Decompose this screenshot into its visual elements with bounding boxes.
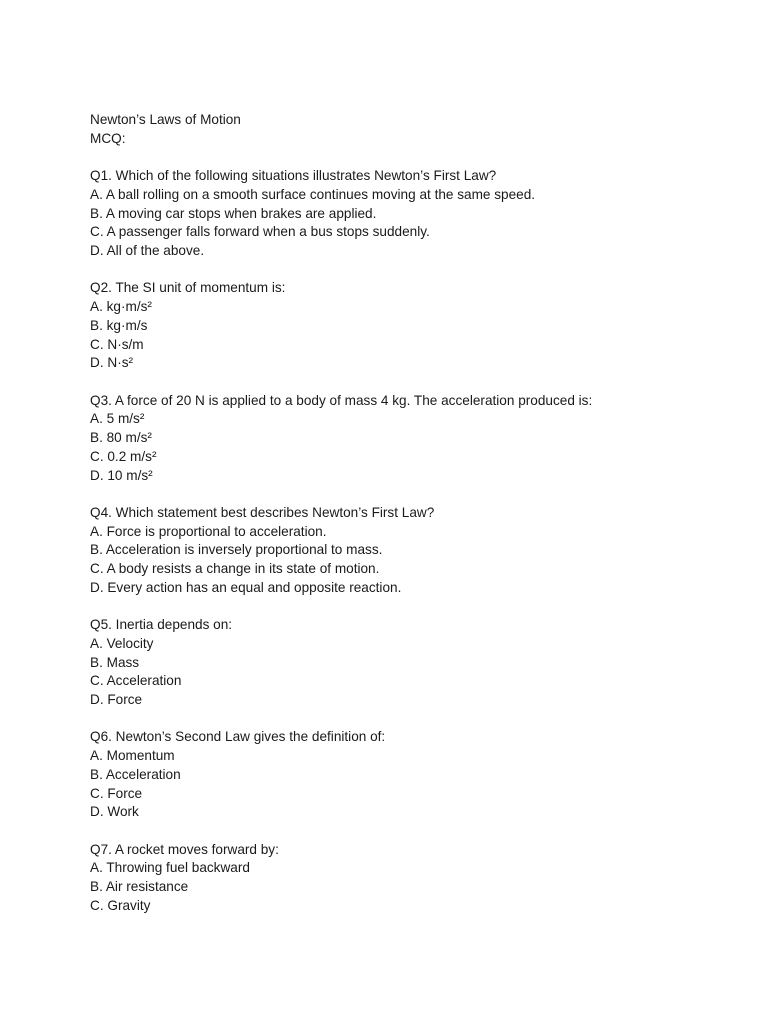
question-block <box>90 616 750 710</box>
answer-option: D. Work <box>90 804 139 820</box>
question-list <box>90 167 750 916</box>
answer-option: C. 0.2 m/s² <box>90 448 157 464</box>
answer-option: D. N·s² <box>90 355 134 371</box>
answer-option: A. 5 m/s² <box>90 411 145 427</box>
answer-option: B. kg·m/s <box>90 317 148 333</box>
document-header <box>90 111 750 149</box>
answer-option: B. Air resistance <box>90 879 189 894</box>
answer-option: C. Force <box>90 785 143 801</box>
answer-option: A. Throwing fuel backward <box>90 860 250 876</box>
answer-option: B. A moving car stops when brakes are applied. <box>90 205 377 221</box>
answer-option: C. Gravity <box>90 897 151 913</box>
answer-option: A. A ball rolling on a smooth surface continues moving at the same speed. <box>90 186 536 202</box>
question-block <box>90 728 750 822</box>
question-block <box>90 167 750 261</box>
document-subtitle: MCQ: <box>90 130 126 146</box>
question-block <box>90 504 750 598</box>
question-prompt: Q5. Inertia depends on: <box>90 617 233 632</box>
question-prompt: Q3. A force of 20 N is applied to a body of mass 4 kg. The acceleration produced is: <box>90 392 593 408</box>
question-block <box>90 841 750 916</box>
answer-option: C. A passenger falls forward when a bus stops suddenly. <box>90 224 430 240</box>
answer-option: C. Acceleration <box>90 673 182 689</box>
answer-option: B. Mass <box>90 654 140 670</box>
question-prompt: Q7. A rocket moves forward by: <box>90 841 279 857</box>
document-title: Newton’s Laws of Motion <box>90 112 241 127</box>
answer-option: A. Momentum <box>90 748 175 763</box>
question-prompt: Q2. The SI unit of momentum is: <box>90 280 286 296</box>
answer-option: A. Velocity <box>90 635 154 651</box>
answer-option: C. A body resists a change in its state of motion. <box>90 561 380 576</box>
document-page <box>90 111 750 934</box>
question-block <box>90 279 750 373</box>
answer-option: B. Acceleration <box>90 766 181 782</box>
question-prompt: Q1. Which of the following situations illustrates Newton’s First Law? <box>90 168 497 183</box>
question-prompt: Q4. Which statement best describes Newton’s First Law? <box>90 504 435 520</box>
question-block <box>90 392 750 486</box>
answer-option: D. Force <box>90 692 143 707</box>
answer-option: C. N·s/m <box>90 336 144 352</box>
answer-option: D. 10 m/s² <box>90 467 153 483</box>
answer-option: A. Force is proportional to acceleration. <box>90 523 327 539</box>
answer-option: D. All of the above. <box>90 243 205 258</box>
answer-option: B. 80 m/s² <box>90 430 152 445</box>
answer-option: B. Acceleration is inversely proportional to mass. <box>90 542 383 558</box>
question-prompt: Q6. Newton’s Second Law gives the definition of: <box>90 729 386 745</box>
answer-option: A. kg·m/s² <box>90 299 152 314</box>
answer-option: D. Every action has an equal and opposite reaction. <box>90 579 402 595</box>
